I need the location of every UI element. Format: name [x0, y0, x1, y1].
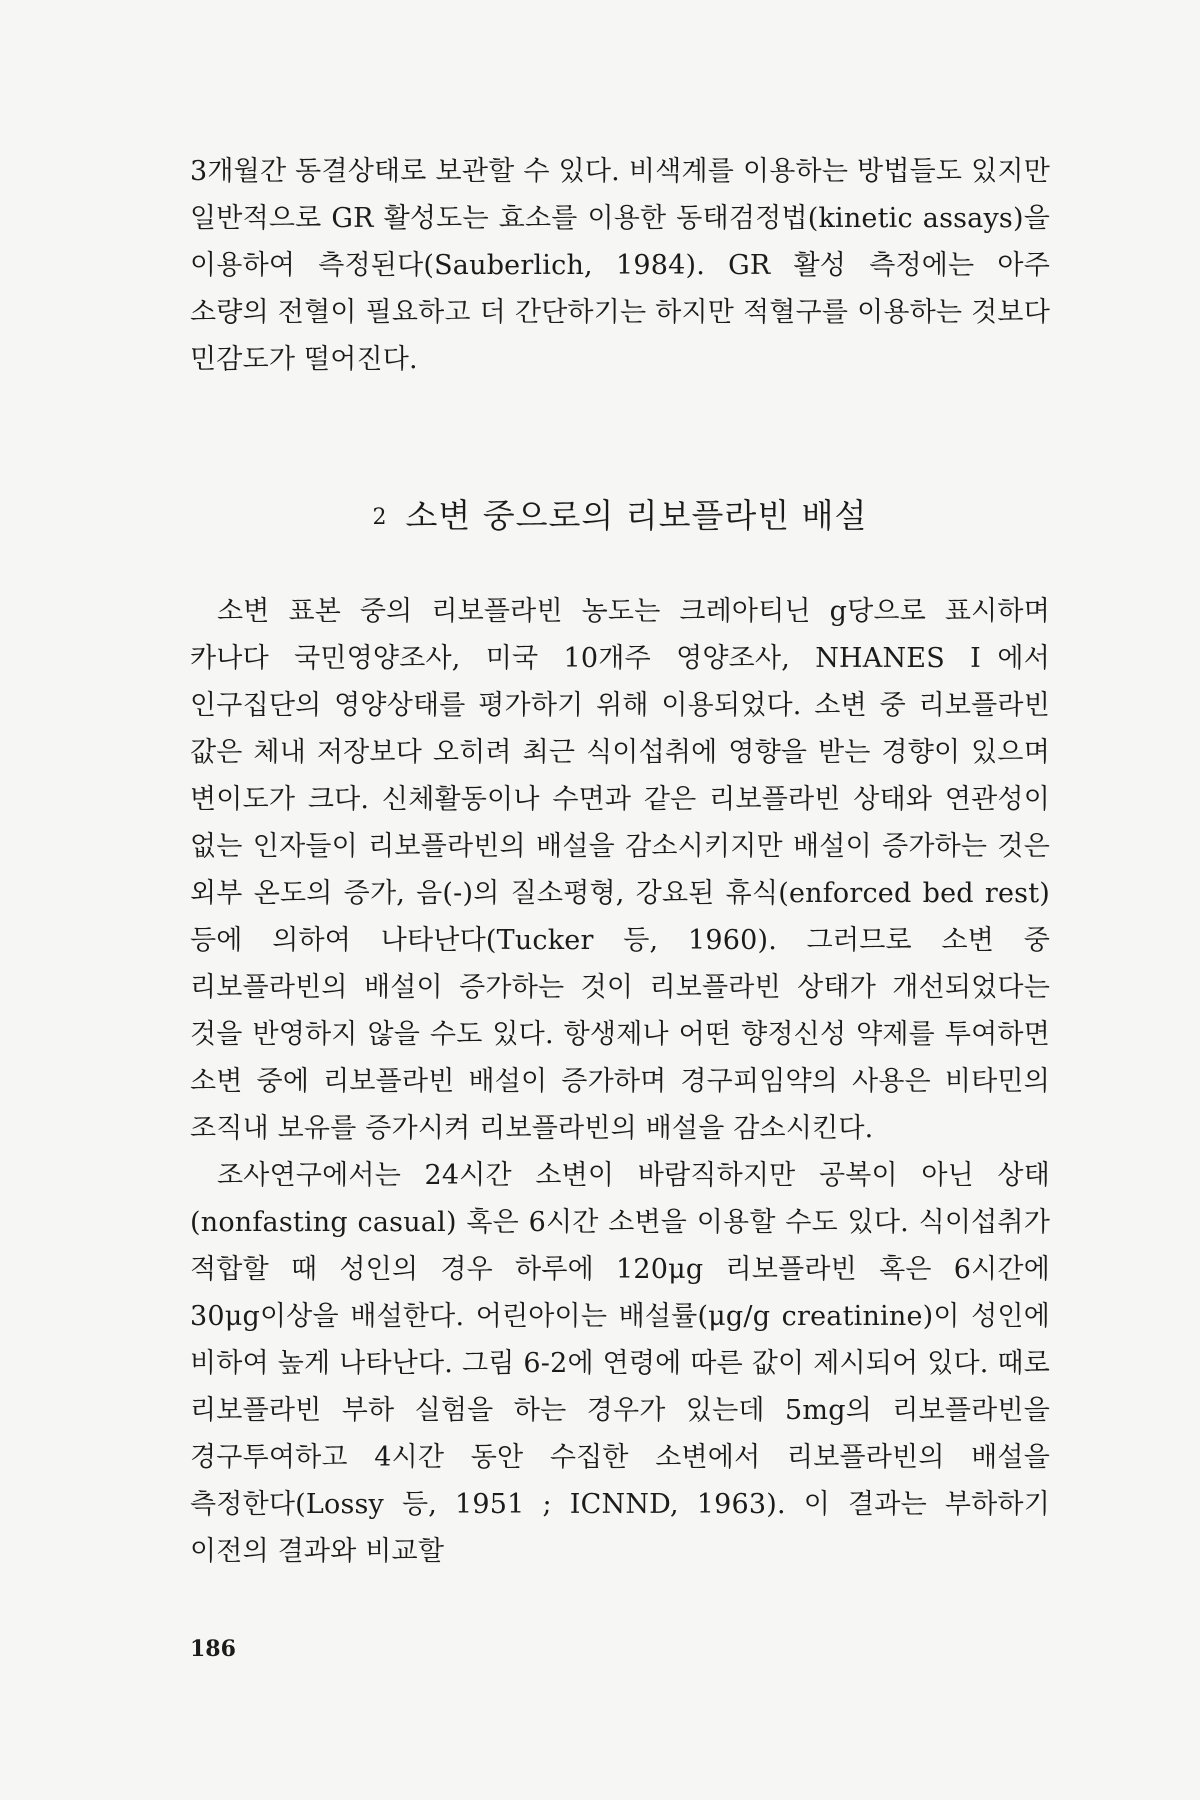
- section-number: 2: [372, 505, 388, 530]
- paragraph-continued: [190, 148, 1050, 383]
- paragraph: 조사연구에서는 24시간 소변이 바람직하지만 공복이 아닌 상태(nonfasting casual) 혹은 6시간 소변을 이용할 수도 있다. 식이섭취가 적합할 때 성인의 경우 하루에 120μg 리보플라빈 혹은 6시간에 30μg이상을 배설한다. 어린아이는 배설률(μg/g creatinine)이 성인에 비하여 높게 나타난다. 그림 6-2에 연령에 따른 값이 제시되어 있다. 때로 리보플라빈 부하 실험을 하는 경우가 있는데 5mg의 리보플라빈을 경구투여하고 4시간 동안 수집한 소변에서 리보플라빈의 배설을 측정한다(Lossy 등, 1951 ; ICNND, 1963). 이 결과는 부하하기 이전의 결과와 비교할: [190, 1160, 1050, 1567]
- page-number: 186: [190, 1636, 236, 1662]
- section-title: 소변 중으로의 리보플라빈 배설: [405, 496, 868, 535]
- section-heading: [190, 490, 1050, 537]
- paragraph: 소변 표본 중의 리보플라빈 농도는 크레아티닌 g당으로 표시하며 카나다 국민영양조사, 미국 10개주 영양조사, NHANES Ⅰ에서 인구집단의 영양상태를 평가하기 위해 이용되었다. 소변 중 리보플라빈 값은 체내 저장보다 오히려 최근 식이섭취에 영향을 받는 경향이 있으며 변이도가 크다. 신체활동이나 수면과 같은 리보플라빈 상태와 연관성이 없는 인자들이 리보플라빈의 배설을 감소시키지만 배설이 증가하는 것은 외부 온도의 증가, 음(-)의 질소평형, 강요된 휴식(enforced bed rest) 등에 의하여 나타난다(Tucker 등, 1960). 그러므로 소변 중 리보플라빈의 배설이 증가하는 것이 리보플라빈 상태가 개선되었다는 것을 반영하지 않을 수도 있다. 항생제나 어떤 향정신성 약제를 투여하면 소변 중에 리보플라빈 배설이 증가하며 경구피임약의 사용은 비타민의 조직내 보유를 증가시켜 리보플라빈의 배설을 감소시킨다.: [190, 596, 1050, 1144]
- section-body: [190, 588, 1050, 1575]
- paragraph-text: 3개월간 동결상태로 보관할 수 있다. 비색계를 이용하는 방법들도 있지만 일반적으로 GR 활성도는 효소를 이용한 동태검정법(kinetic assays)을 이용하여 측정된다(Sauberlich, 1984). GR 활성 측정에는 아주 소량의 전혈이 필요하고 더 간단하기는 하지만 적혈구를 이용하는 것보다 민감도가 떨어진다.: [190, 156, 1050, 375]
